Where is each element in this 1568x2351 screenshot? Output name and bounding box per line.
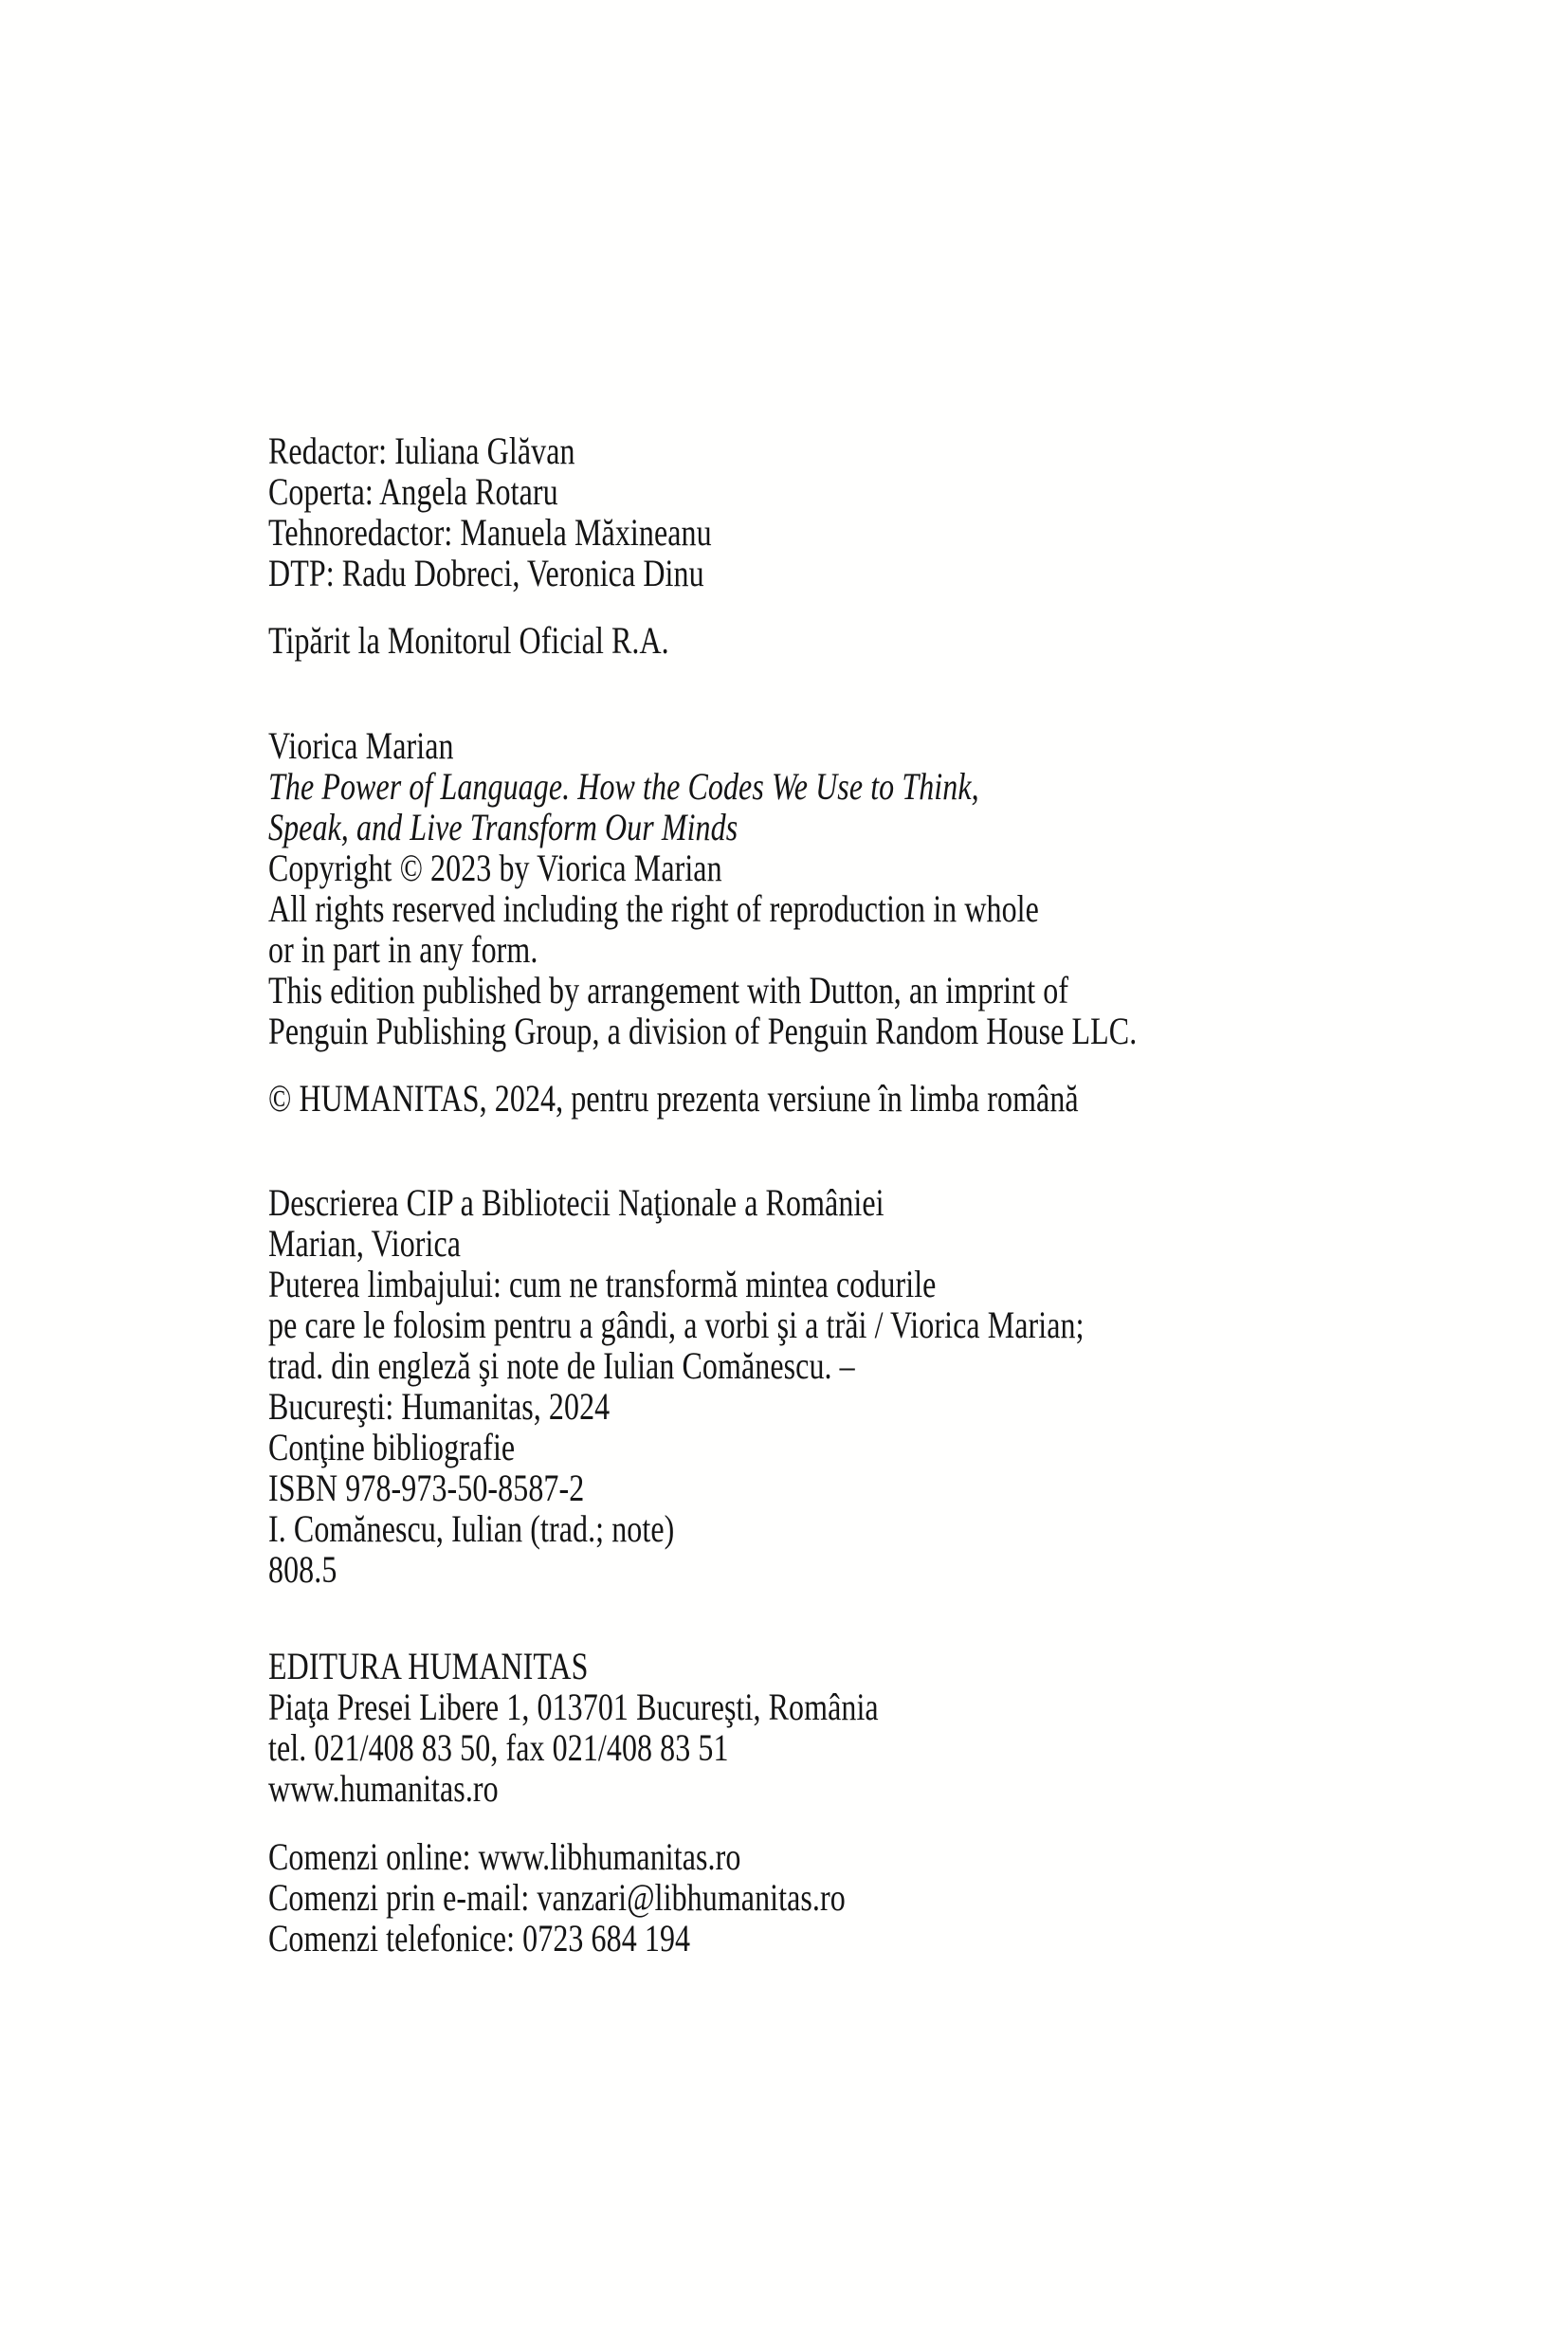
- book-title-line-2: Speak, and Live Transform Our Minds: [268, 806, 738, 848]
- cip-header-line: Descrierea CIP a Bibliotecii Naţionale a României: [268, 1181, 884, 1224]
- rights-reserved-line-1: All rights reserved including the right of reproduction in whole: [268, 887, 1039, 930]
- text-column: [268, 0, 1406, 2351]
- publisher-address-block: [268, 1646, 879, 1809]
- isbn-line: ISBN 978-973-50-8587-2: [268, 1467, 585, 1509]
- book-title-line-1: The Power of Language. How the Codes We Use to Think,: [268, 765, 979, 808]
- copyright-line: Copyright © 2023 by Viorica Marian: [268, 847, 722, 889]
- cip-bibliography-line: Conţine bibliografie: [268, 1426, 516, 1468]
- printing-block: [268, 620, 669, 661]
- publisher-website-line: www.humanitas.ro: [268, 1767, 499, 1810]
- orders-email-line: Comenzi prin e-mail: vanzari@libhumanitas.ro: [268, 1876, 846, 1919]
- cover-line: Coperta: Angela Rotaru: [268, 470, 558, 513]
- publisher-phone-line: tel. 021/408 83 50, fax 021/408 83 51: [268, 1726, 729, 1769]
- cip-contributor-line: I. Comănescu, Iulian (trad.; note): [268, 1507, 675, 1550]
- romanian-copyright-block: [268, 1078, 1079, 1119]
- publisher-name-line: EDITURA HUMANITAS: [268, 1645, 589, 1687]
- author-name: Viorica Marian: [268, 724, 454, 767]
- orders-online-line: Comenzi online: www.libhumanitas.ro: [268, 1835, 741, 1878]
- orders-block: [268, 1836, 846, 1959]
- humanitas-copyright-line: © HUMANITAS, 2024, pentru prezenta versiune în limba română: [268, 1077, 1079, 1120]
- rights-reserved-line-2: or in part in any form.: [268, 928, 538, 971]
- editor-line: Redactor: Iuliana Glăvan: [268, 429, 575, 472]
- edition-line-1: This edition published by arrangement with Dutton, an imprint of: [268, 969, 1069, 1011]
- cip-title-line-1: Puterea limbajului: cum ne transformă mintea codurile: [268, 1263, 937, 1305]
- publisher-address-line: Piaţa Presei Libere 1, 013701 Bucureşti, România: [268, 1686, 879, 1728]
- edition-line-2: Penguin Publishing Group, a division of Penguin Random House LLC.: [268, 1010, 1138, 1052]
- credits-block: [268, 430, 712, 593]
- dtp-line: DTP: Radu Dobreci, Veronica Dinu: [268, 552, 704, 594]
- original-copyright-block: [268, 725, 1137, 1051]
- orders-telephone-line: Comenzi telefonice: 0723 684 194: [268, 1917, 691, 1959]
- cip-translator-line: trad. din engleză şi note de Iulian Comănescu. –: [268, 1344, 855, 1387]
- typesetter-line: Tehnoredactor: Manuela Măxineanu: [268, 511, 712, 554]
- cip-classification-number: 808.5: [268, 1548, 337, 1591]
- cip-title-line-2: pe care le folosim pentru a gândi, a vorbi şi a trăi / Viorica Marian;: [268, 1303, 1085, 1346]
- cip-author-line: Marian, Viorica: [268, 1222, 462, 1265]
- cip-block: [268, 1182, 1085, 1590]
- cip-city-year-line: Bucureşti: Humanitas, 2024: [268, 1385, 611, 1428]
- printer-line: Tipărit la Monitorul Oficial R.A.: [268, 619, 669, 662]
